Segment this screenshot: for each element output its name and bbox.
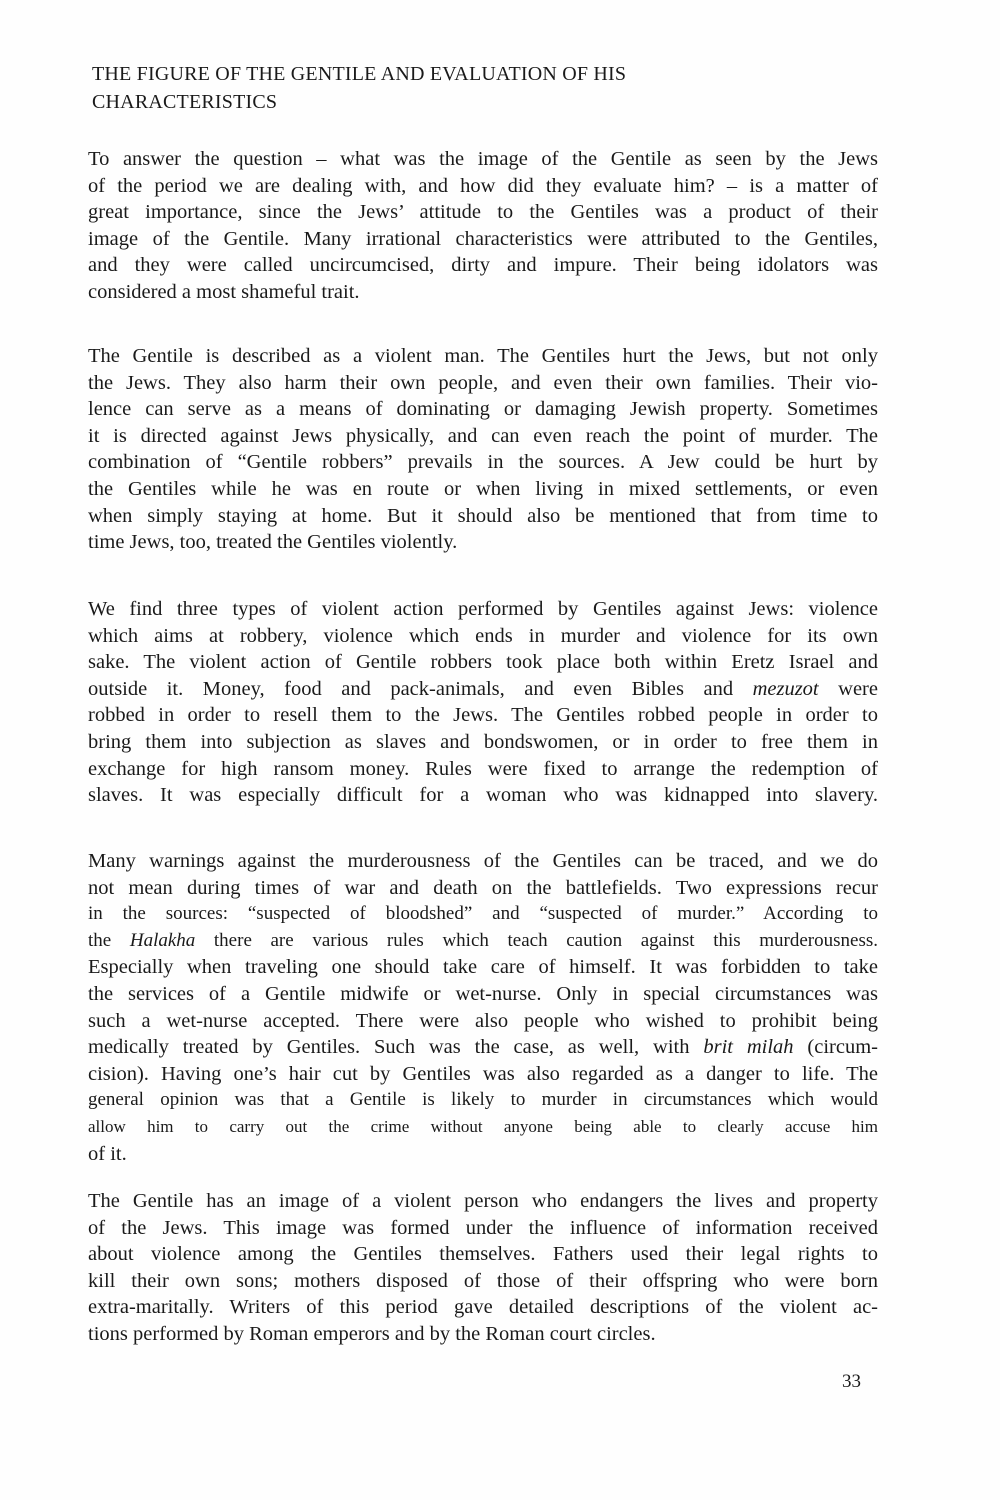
- text-line: combination of “Gentile robbers” prevails in the sources. A Jew could be hurt by: [88, 451, 878, 474]
- text-line: Especially when traveling one should take care of himself. It was forbidden to take: [88, 956, 878, 979]
- paragraph: [88, 146, 878, 306]
- text-line: which aims at robbery, violence which ends in murder and violence for its own: [88, 624, 878, 647]
- paragraph: [88, 1188, 878, 1348]
- italic-term: brit milah: [703, 1036, 794, 1059]
- text-line: considered a most shameful trait.: [88, 280, 360, 303]
- text-line: not mean during times of war and death on the battlefields. Two expressions recur: [88, 876, 878, 899]
- italic-term: Halakha: [129, 929, 196, 951]
- text-line: general opinion was that a Gentile is likely to murder in circumstances which would: [88, 1089, 878, 1111]
- text-line: Many warnings against the murderousness of the Gentiles can be traced, and we do: [88, 850, 878, 872]
- text-line: outside it. Money, food and pack-animals, and even Bibles and mezuzot were: [88, 677, 878, 700]
- text-line: of the Jews. This image was formed under the influence of information received: [88, 1216, 878, 1239]
- text-line: The Gentile is described as a violent man. The Gentiles hurt the Jews, but not only: [88, 345, 878, 367]
- text-line: about violence among the Gentiles themselves. Fathers used their legal rights to: [88, 1243, 878, 1266]
- text-line: We find three types of violent action performed by Gentiles against Jews: violence: [88, 598, 878, 620]
- text-line: the Jews. They also harm their own people, and even their own families. Their vio-: [88, 371, 878, 394]
- text-line: bring them into subjection as slaves and bondswomen, or in order to free them in: [88, 730, 878, 753]
- text-line: and they were called uncircumcised, dirty and impure. Their being idolators was: [88, 254, 878, 277]
- text-line: the Gentiles while he was en route or when living in mixed settlements, or even: [88, 477, 878, 500]
- text-line: exchange for high ransom money. Rules were fixed to arrange the redemption of: [88, 757, 878, 780]
- text-line: it is directed against Jews physically, and can even reach the point of murder. The: [88, 424, 878, 447]
- text-line: great importance, since the Jews’ attitude to the Gentiles was a product of their: [88, 201, 878, 224]
- paragraph: [88, 848, 878, 1167]
- text-line: of the period we are dealing with, and how did they evaluate him? – is a matter of: [88, 174, 878, 197]
- text-line: The Gentile has an image of a violent person who endangers the lives and property: [88, 1190, 878, 1212]
- text-line: such a wet-nurse accepted. There were also people who wished to prohibit being: [88, 1009, 878, 1032]
- text-line: kill their own sons; mothers disposed of those of their offspring who were born: [88, 1269, 878, 1292]
- text-line: the Halakha there are various rules which teach caution against this murderousness.: [88, 929, 878, 951]
- text-line: the services of a Gentile midwife or wet-nurse. Only in special circumstances was: [88, 982, 878, 1005]
- text-line: extra-maritally. Writers of this period gave detailed descriptions of the violent ac-: [88, 1296, 878, 1319]
- text-line: of it.: [88, 1142, 127, 1165]
- heading-line: CHARACTERISTICS: [92, 91, 278, 113]
- section-heading: [92, 60, 872, 116]
- text-line: when simply staying at home. But it should also be mentioned that from time to: [88, 504, 878, 527]
- text-line: allow him to carry out the crime without anyone being able to clearly accuse him: [88, 1116, 878, 1136]
- text-line: time Jews, too, treated the Gentiles violently.: [88, 531, 458, 554]
- text-line: To answer the question – what was the image of the Gentile as seen by the Jews: [88, 148, 878, 170]
- text-line: robbed in order to resell them to the Jews. The Gentiles robbed people in order to: [88, 704, 878, 727]
- text-line: lence can serve as a means of dominating or damaging Jewish property. Sometimes: [88, 398, 878, 421]
- text-line: sake. The violent action of Gentile robbers took place both within Eretz Israel and: [88, 651, 878, 674]
- text-line: slaves. It was especially difficult for a woman who was kidnapped into slavery.: [88, 784, 878, 807]
- paragraph: [88, 343, 878, 556]
- heading-line: THE FIGURE OF THE GENTILE AND EVALUATION OF HIS: [92, 63, 627, 85]
- italic-term: mezuzot: [752, 677, 819, 700]
- paragraph: [88, 596, 878, 809]
- page-number: 33: [842, 1371, 861, 1392]
- text-line: cision). Having one’s hair cut by Gentiles was also regarded as a danger to life. The: [88, 1062, 878, 1085]
- text-line: in the sources: “suspected of bloodshed” and “suspected of murder.” According to: [88, 903, 878, 925]
- text-line: medically treated by Gentiles. Such was the case, as well, with brit milah (circum-: [88, 1036, 878, 1059]
- text-line: image of the Gentile. Many irrational characteristics were attributed to the Gentiles,: [88, 227, 878, 250]
- text-line: tions performed by Roman emperors and by the Roman court circles.: [88, 1322, 656, 1345]
